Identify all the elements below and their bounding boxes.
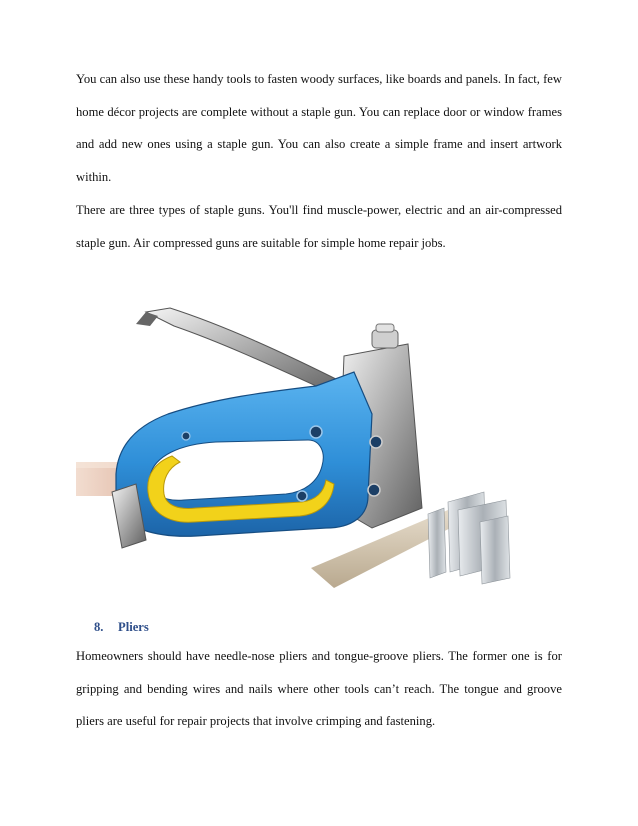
paragraph-staple-gun-uses: You can also use these handy tools to fasten woody surfaces, like boards and panels. In fact, few home décor projects are complete without a staple gun. You can replace door or window frames and add new ones using a staple gun. You can also create a simple frame and insert artwork within. [76,72,562,184]
staple-gun-photo [76,296,562,596]
paragraph-pliers: Homeowners should have needle-nose pliers and tongue-groove pliers. The former one is for gripping and bending wires and nails where other tools can’t reach. The tongue and groove pliers are useful for repair projects that involve crimping and fastening. [76,649,562,728]
adjustment-knob [372,330,398,348]
section-number: 8. [94,620,104,634]
staple-strips [428,492,510,584]
section-title: Pliers [118,620,149,634]
paragraph-staple-gun-types: There are three types of staple guns. You'll find muscle-power, electric and an air-compressed staple gun. Air compressed guns are suitable for simple home repair jobs. [76,203,562,250]
steel-lever [146,308,346,396]
section-heading-pliers [94,614,149,640]
